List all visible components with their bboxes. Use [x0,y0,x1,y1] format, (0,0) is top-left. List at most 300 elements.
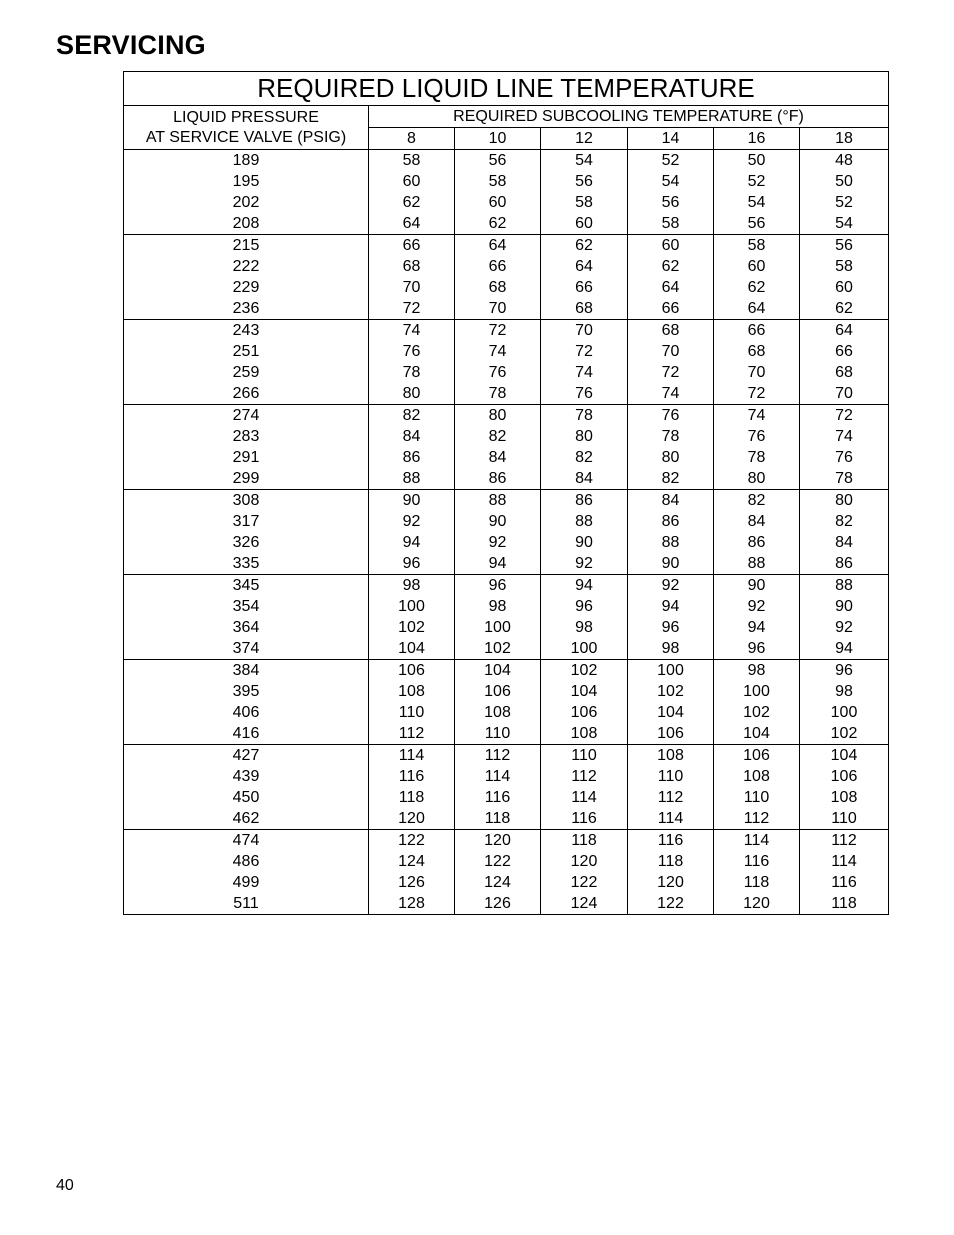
temperature-cell: 90 [628,553,714,575]
temperature-cell: 110 [628,766,714,787]
temperature-cell: 58 [369,150,455,172]
temperature-cell: 64 [714,298,800,320]
temperature-cell: 68 [541,298,628,320]
pressure-cell: 499 [124,872,369,893]
temperature-cell: 112 [831,832,857,849]
temperature-cell: 70 [714,362,800,383]
temperature-cell: 56 [628,192,714,213]
temperature-cell: 50 [714,150,800,172]
temperature-cell: 120 [455,830,541,852]
temperature-cell: 88 [714,553,800,575]
temperature-cell: 102 [455,638,541,660]
temperature-cell: 110 [369,702,455,723]
temperature-cell: 68 [369,256,455,277]
temperature-cell: 106 [628,723,714,745]
pressure-cell: 474 [124,830,369,852]
table-row [124,553,889,575]
table-row [124,447,889,468]
temperature-cell: 108 [714,766,800,787]
temperature-cell: 102 [541,660,628,682]
temperature-cell: 86 [369,447,455,468]
pressure-cell: 364 [124,617,369,638]
table-row [124,490,889,512]
temperature-cell: 82 [455,426,541,447]
pressure-cell: 511 [124,893,369,915]
temperature-cell: 80 [628,447,714,468]
temperature-cell: 124 [455,872,541,893]
temperature-cell: 102 [714,702,800,723]
temperature-cell: 116 [714,851,800,872]
temperature-cell: 118 [369,787,455,808]
temperature-cell: 112 [455,745,541,767]
temperature-cell: 110 [714,787,800,808]
subcooling-col-header: 12 [541,128,628,150]
temperature-cell: 98 [628,638,714,660]
temperature-cell: 80 [714,468,800,490]
temperature-cell: 100 [628,660,714,682]
table-row [124,745,889,767]
pressure-cell: 266 [124,383,369,405]
pressure-cell: 416 [124,723,369,745]
pressure-header-line1: LIQUID PRESSURE [173,108,319,126]
table-row [124,213,889,235]
temperature-cell: 86 [455,468,541,490]
temperature-cell: 74 [369,320,455,342]
temperature-cell: 54 [541,150,628,172]
temperature-cell: 100 [714,681,800,702]
temperature-cell: 82 [628,468,714,490]
temperature-cell: 108 [628,745,714,767]
temperature-cell: 84 [541,468,628,490]
temperature-cell: 56 [541,171,628,192]
pressure-cell: 384 [124,660,369,682]
temperature-cell: 76 [835,449,853,466]
temperature-cell: 96 [369,553,455,575]
temperature-cell: 66 [714,320,800,342]
temperature-cell: 64 [541,256,628,277]
table-row [124,277,889,298]
temperature-cell: 94 [800,638,889,660]
temperature-cell: 118 [628,851,714,872]
subcooling-col-header: 8 [369,128,455,150]
temperature-cell: 114 [541,787,628,808]
table-row [124,192,889,213]
pressure-cell: 406 [124,702,369,723]
temperature-cell: 72 [714,383,800,405]
temperature-cell: 90 [369,490,455,512]
temperature-cell: 96 [714,638,800,660]
pressure-column-header [124,106,369,150]
temperature-cell: 108 [541,723,628,745]
pressure-cell: 395 [124,681,369,702]
temperature-cell: 66 [541,277,628,298]
temperature-cell: 106 [369,660,455,682]
table-row [124,872,889,893]
temperature-cell: 102 [369,617,455,638]
temperature-cell: 114 [831,853,857,870]
pressure-cell: 335 [124,553,369,575]
temperature-cell: 62 [541,235,628,257]
table-row [124,766,889,787]
temperature-cell: 86 [628,511,714,532]
temperature-cell: 62 [369,192,455,213]
temperature-cell: 90 [455,511,541,532]
table-row [124,235,889,257]
temperature-cell: 54 [628,171,714,192]
temperature-cell: 102 [628,681,714,702]
liquid-line-temperature-table [123,71,889,915]
temperature-cell: 92 [628,575,714,597]
temperature-cell: 112 [714,808,800,830]
temperature-cell: 60 [628,235,714,257]
pressure-cell: 291 [124,447,369,468]
temperature-cell: 80 [541,426,628,447]
temperature-cell: 120 [369,808,455,830]
temperature-cell: 70 [628,341,714,362]
table-row [124,893,889,915]
temperature-cell: 84 [835,534,853,551]
temperature-cell: 98 [835,683,853,700]
temperature-cell: 112 [369,723,455,745]
pressure-cell: 283 [124,426,369,447]
temperature-cell: 70 [369,277,455,298]
pressure-cell: 259 [124,362,369,383]
temperature-cell: 112 [628,787,714,808]
temperature-cell: 68 [714,341,800,362]
temperature-cell: 66 [628,298,714,320]
temperature-cell: 78 [369,362,455,383]
temperature-cell: 116 [369,766,455,787]
temperature-cell: 88 [455,490,541,512]
temperature-cell: 84 [628,490,714,512]
temperature-cell: 108 [369,681,455,702]
temperature-cell: 66 [455,256,541,277]
temperature-cell: 64 [628,277,714,298]
temperature-cell: 116 [455,787,541,808]
temperature-cell: 90 [541,532,628,553]
table-row [124,383,889,405]
table-row [124,511,889,532]
temperature-cell: 88 [835,577,853,594]
temperature-cell: 112 [541,766,628,787]
temperature-cell: 82 [369,405,455,427]
temperature-cell: 78 [541,405,628,427]
temperature-cell: 106 [830,768,858,785]
temperature-cell: 78 [628,426,714,447]
temperature-cell: 100 [455,617,541,638]
temperature-cell: 74 [835,428,853,445]
table-row [124,617,889,638]
subcooling-col-header: 16 [714,128,800,150]
temperature-cell: 104 [369,638,455,660]
temperature-cell: 64 [369,213,455,235]
temperature-cell: 56 [714,213,800,235]
temperature-cell: 124 [541,893,628,915]
temperature-cell: 106 [455,681,541,702]
temperature-cell: 114 [369,745,455,767]
temperature-cell: 90 [835,598,853,615]
temperature-cell: 88 [541,511,628,532]
temperature-cell: 52 [628,150,714,172]
temperature-cell: 122 [455,851,541,872]
temperature-cell: 118 [714,872,800,893]
subcooling-col-header: 14 [628,128,714,150]
pressure-cell: 215 [124,235,369,257]
pressure-cell: 299 [124,468,369,490]
temperature-cell: 98 [541,617,628,638]
temperature-cell: 78 [800,468,889,490]
temperature-cell: 72 [835,407,853,424]
pressure-cell: 202 [124,192,369,213]
table-row [124,468,889,490]
pressure-cell: 374 [124,638,369,660]
pressure-cell: 427 [124,745,369,767]
temperature-cell: 52 [714,171,800,192]
pressure-cell: 208 [124,213,369,235]
temperature-cell: 92 [455,532,541,553]
temperature-cell: 60 [369,171,455,192]
temperature-cell: 70 [455,298,541,320]
table-body [124,150,889,915]
temperature-cell: 120 [628,872,714,893]
temperature-cell: 82 [541,447,628,468]
pressure-cell: 222 [124,256,369,277]
temperature-cell: 100 [541,638,628,660]
temperature-cell: 94 [369,532,455,553]
temperature-cell: 92 [541,553,628,575]
temperature-cell: 60 [455,192,541,213]
section-title: SERVICING [56,30,206,60]
pressure-cell: 450 [124,787,369,808]
table-row [124,426,889,447]
temperature-cell: 100 [830,704,858,721]
pressure-cell: 486 [124,851,369,872]
pressure-cell: 326 [124,532,369,553]
pressure-header-line2: AT SERVICE VALVE (PSIG) [145,128,347,146]
subcooling-col-header: 18 [800,128,889,150]
pressure-cell: 189 [124,150,369,172]
pressure-cell: 354 [124,596,369,617]
table-row [124,808,889,830]
temperature-cell: 94 [455,553,541,575]
pressure-cell: 236 [124,298,369,320]
temperature-cell: 104 [455,660,541,682]
temperature-cell: 72 [541,341,628,362]
table-row [124,575,889,597]
temperature-cell: 106 [714,745,800,767]
temperature-cell: 98 [714,660,800,682]
temperature-cell: 88 [369,468,455,490]
pressure-cell: 317 [124,511,369,532]
subcooling-header: REQUIRED SUBCOOLING TEMPERATURE (°F) [369,106,889,128]
temperature-cell: 96 [835,662,853,679]
temperature-cell: 54 [800,213,889,235]
temperature-cell: 76 [541,383,628,405]
temperature-cell: 86 [714,532,800,553]
temperature-cell: 70 [541,320,628,342]
temperature-cell: 92 [369,511,455,532]
temperature-cell: 54 [714,192,800,213]
table-row [124,171,889,192]
temperature-cell: 110 [455,723,541,745]
temperature-cell: 126 [455,893,541,915]
table-row [124,638,889,660]
temperature-cell: 52 [835,194,853,211]
table-row [124,256,889,277]
temperature-cell: 72 [628,362,714,383]
temperature-cell: 80 [455,405,541,427]
pressure-cell: 345 [124,575,369,597]
table-row [124,660,889,682]
temperature-cell: 84 [714,511,800,532]
temperature-cell: 56 [455,150,541,172]
table-row [124,851,889,872]
temperature-cell: 96 [455,575,541,597]
pressure-cell: 195 [124,171,369,192]
temperature-cell: 66 [835,343,853,360]
table-row [124,405,889,427]
temperature-cell: 116 [541,808,628,830]
pressure-cell: 243 [124,320,369,342]
temperature-cell: 80 [835,492,853,509]
table-row [124,702,889,723]
subcooling-col-header: 10 [455,128,541,150]
pressure-cell: 462 [124,808,369,830]
pressure-cell: 274 [124,405,369,427]
temperature-cell: 68 [835,364,853,381]
temperature-cell: 58 [455,171,541,192]
temperature-cell: 84 [369,426,455,447]
temperature-cell: 98 [455,596,541,617]
table-title: REQUIRED LIQUID LINE TEMPERATURE [124,72,889,106]
page-number: 40 [56,1177,74,1194]
table-row [124,298,889,320]
temperature-cell: 96 [541,596,628,617]
temperature-cell: 76 [455,362,541,383]
temperature-cell: 116 [628,830,714,852]
temperature-cell: 94 [541,575,628,597]
temperature-cell: 86 [800,553,889,575]
temperature-cell: 122 [541,872,628,893]
temperature-cell: 64 [835,322,853,339]
temperature-cell: 48 [835,152,853,169]
table-row [124,830,889,852]
temperature-cell: 122 [369,830,455,852]
temperature-cell: 110 [800,808,889,830]
temperature-cell: 72 [369,298,455,320]
temperature-cell: 62 [455,213,541,235]
temperature-cell: 60 [714,256,800,277]
table-row [124,320,889,342]
temperature-cell: 50 [835,173,853,190]
temperature-cell: 64 [455,235,541,257]
temperature-cell: 66 [369,235,455,257]
temperature-cell: 126 [369,872,455,893]
temperature-cell: 76 [628,405,714,427]
table-row [124,681,889,702]
temperature-cell: 70 [800,383,889,405]
temperature-cell: 74 [455,341,541,362]
temperature-cell: 104 [628,702,714,723]
temperature-cell: 74 [714,405,800,427]
temperature-cell: 94 [628,596,714,617]
temperature-cell: 58 [714,235,800,257]
pressure-cell: 439 [124,766,369,787]
temperature-cell: 62 [800,298,889,320]
temperature-cell: 102 [800,723,889,745]
table-row [124,362,889,383]
temperature-cell: 58 [541,192,628,213]
temperature-cell: 74 [628,383,714,405]
temperature-cell: 82 [714,490,800,512]
temperature-cell: 110 [541,745,628,767]
temperature-cell: 122 [628,893,714,915]
temperature-cell: 98 [369,575,455,597]
pressure-cell: 308 [124,490,369,512]
table-row [124,150,889,172]
temperature-cell: 88 [628,532,714,553]
temperature-cell: 76 [714,426,800,447]
temperature-cell: 56 [835,237,853,254]
temperature-cell: 104 [541,681,628,702]
temperature-cell: 108 [455,702,541,723]
temperature-cell: 104 [714,723,800,745]
table-row [124,532,889,553]
temperature-cell: 106 [541,702,628,723]
temperature-cell: 92 [835,619,853,636]
temperature-cell: 90 [714,575,800,597]
temperature-cell: 72 [455,320,541,342]
temperature-cell: 80 [369,383,455,405]
temperature-cell: 116 [831,874,857,891]
pressure-cell: 251 [124,341,369,362]
temperature-cell: 108 [830,789,858,806]
pressure-cell: 229 [124,277,369,298]
temperature-cell: 68 [455,277,541,298]
temperature-cell: 84 [455,447,541,468]
temperature-cell: 96 [628,617,714,638]
temperature-cell: 124 [369,851,455,872]
temperature-cell: 82 [835,513,853,530]
table-row [124,787,889,808]
temperature-cell: 118 [831,895,857,912]
table-row [124,341,889,362]
temperature-cell: 62 [714,277,800,298]
temperature-cell: 118 [541,830,628,852]
temperature-cell: 76 [369,341,455,362]
temperature-cell: 114 [714,830,800,852]
temperature-cell: 86 [541,490,628,512]
temperature-cell: 60 [835,279,853,296]
temperature-cell: 78 [455,383,541,405]
temperature-cell: 60 [541,213,628,235]
temperature-cell: 68 [628,320,714,342]
table-row [124,723,889,745]
temperature-cell: 104 [830,747,858,764]
temperature-cell: 58 [628,213,714,235]
temperature-cell: 120 [714,893,800,915]
temperature-cell: 58 [835,258,853,275]
temperature-cell: 78 [714,447,800,468]
temperature-cell: 114 [628,808,714,830]
temperature-cell: 120 [541,851,628,872]
temperature-cell: 94 [714,617,800,638]
temperature-cell: 74 [541,362,628,383]
temperature-cell: 100 [369,596,455,617]
table-row [124,596,889,617]
temperature-cell: 92 [714,596,800,617]
temperature-cell: 62 [628,256,714,277]
